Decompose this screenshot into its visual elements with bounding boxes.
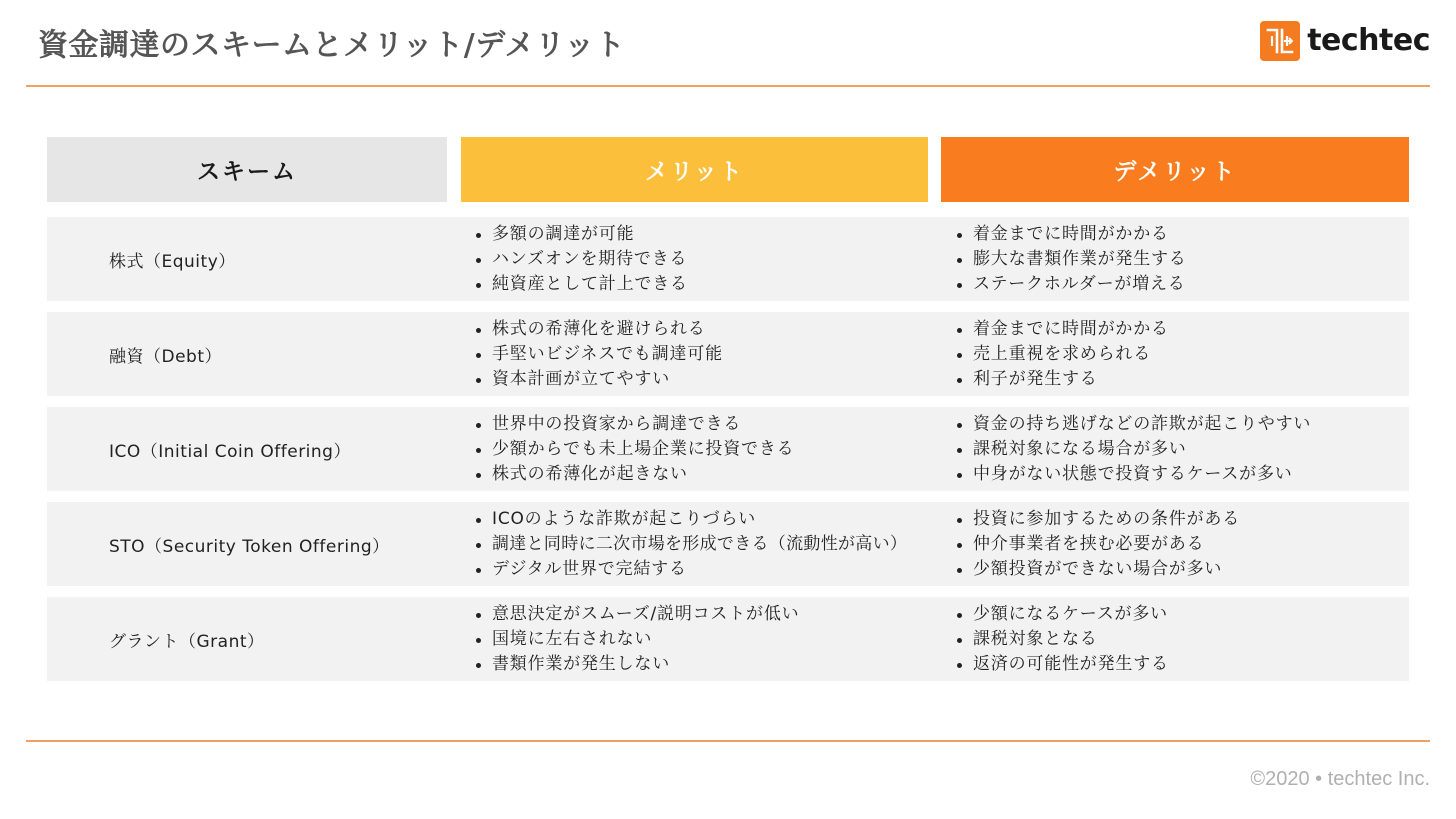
demerit-item: 資金の持ち逃げなどの詐欺が起こりやすい bbox=[954, 412, 1404, 437]
demerit-item: 売上重視を求められる bbox=[954, 342, 1404, 367]
scheme-name: 融資（Debt） bbox=[109, 346, 223, 367]
demerit-item: 膨大な書類作業が発生する bbox=[954, 247, 1404, 272]
merit-item: 書類作業が発生しない bbox=[473, 652, 953, 677]
header-merit: メリット bbox=[461, 137, 928, 202]
demerit-list bbox=[954, 407, 1404, 491]
demerit-item: 着金までに時間がかかる bbox=[954, 317, 1404, 342]
header-scheme: スキーム bbox=[47, 137, 447, 202]
techtec-logo-icon bbox=[1260, 21, 1300, 61]
demerit-item: ステークホルダーが増える bbox=[954, 272, 1404, 297]
scheme-name: 株式（Equity） bbox=[109, 251, 236, 272]
bottom-divider bbox=[26, 740, 1430, 742]
demerit-item: 少額投資ができない場合が多い bbox=[954, 557, 1404, 582]
merit-item: 株式の希薄化が起きない bbox=[473, 462, 953, 487]
logo-text: techtec bbox=[1307, 23, 1430, 58]
merit-item: 世界中の投資家から調達できる bbox=[473, 412, 953, 437]
demerit-item: 投資に参加するための条件がある bbox=[954, 507, 1404, 532]
merit-list bbox=[473, 312, 953, 396]
demerit-item: 返済の可能性が発生する bbox=[954, 652, 1404, 677]
merit-item: 手堅いビジネスでも調達可能 bbox=[473, 342, 953, 367]
merit-item: 国境に左右されない bbox=[473, 627, 953, 652]
demerit-list bbox=[954, 312, 1404, 396]
merit-item: 多額の調達が可能 bbox=[473, 222, 953, 247]
merit-item: ICOのような詐欺が起こりづらい bbox=[473, 507, 953, 532]
techtec-logo bbox=[1260, 20, 1430, 62]
demerit-list bbox=[954, 502, 1404, 586]
merit-item: デジタル世界で完結する bbox=[473, 557, 953, 582]
table-row bbox=[47, 597, 1409, 681]
top-divider bbox=[26, 85, 1430, 87]
merit-list bbox=[473, 407, 953, 491]
table-row bbox=[47, 312, 1409, 396]
header-demerit: デメリット bbox=[941, 137, 1409, 202]
demerit-item: 着金までに時間がかかる bbox=[954, 222, 1404, 247]
merit-list bbox=[473, 217, 953, 301]
demerit-list bbox=[954, 597, 1404, 681]
demerit-item: 中身がない状態で投資するケースが多い bbox=[954, 462, 1404, 487]
merit-list bbox=[473, 597, 953, 681]
demerit-item: 少額になるケースが多い bbox=[954, 602, 1404, 627]
scheme-name: ICO（Initial Coin Offering） bbox=[109, 441, 351, 462]
merit-item: ハンズオンを期待できる bbox=[473, 247, 953, 272]
demerit-item: 利子が発生する bbox=[954, 367, 1404, 392]
table-row bbox=[47, 217, 1409, 301]
demerit-list bbox=[954, 217, 1404, 301]
merit-item: 純資産として計上できる bbox=[473, 272, 953, 297]
scheme-name: グラント（Grant） bbox=[109, 631, 265, 652]
scheme-name: STO（Security Token Offering） bbox=[109, 536, 390, 557]
demerit-item: 課税対象となる bbox=[954, 627, 1404, 652]
copyright-footer: ©2020 • techtec Inc. bbox=[1250, 768, 1430, 790]
table-row bbox=[47, 407, 1409, 491]
merit-item: 調達と同時に二次市場を形成できる（流動性が高い） bbox=[473, 532, 953, 557]
merit-item: 資本計画が立てやすい bbox=[473, 367, 953, 392]
page-title: 資金調達のスキームとメリット/デメリット bbox=[38, 28, 626, 63]
merit-list bbox=[473, 502, 953, 586]
merit-item: 株式の希薄化を避けられる bbox=[473, 317, 953, 342]
demerit-item: 課税対象になる場合が多い bbox=[954, 437, 1404, 462]
demerit-item: 仲介事業者を挟む必要がある bbox=[954, 532, 1404, 557]
merit-item: 少額からでも未上場企業に投資できる bbox=[473, 437, 953, 462]
merit-item: 意思決定がスムーズ/説明コストが低い bbox=[473, 602, 953, 627]
table-row bbox=[47, 502, 1409, 586]
